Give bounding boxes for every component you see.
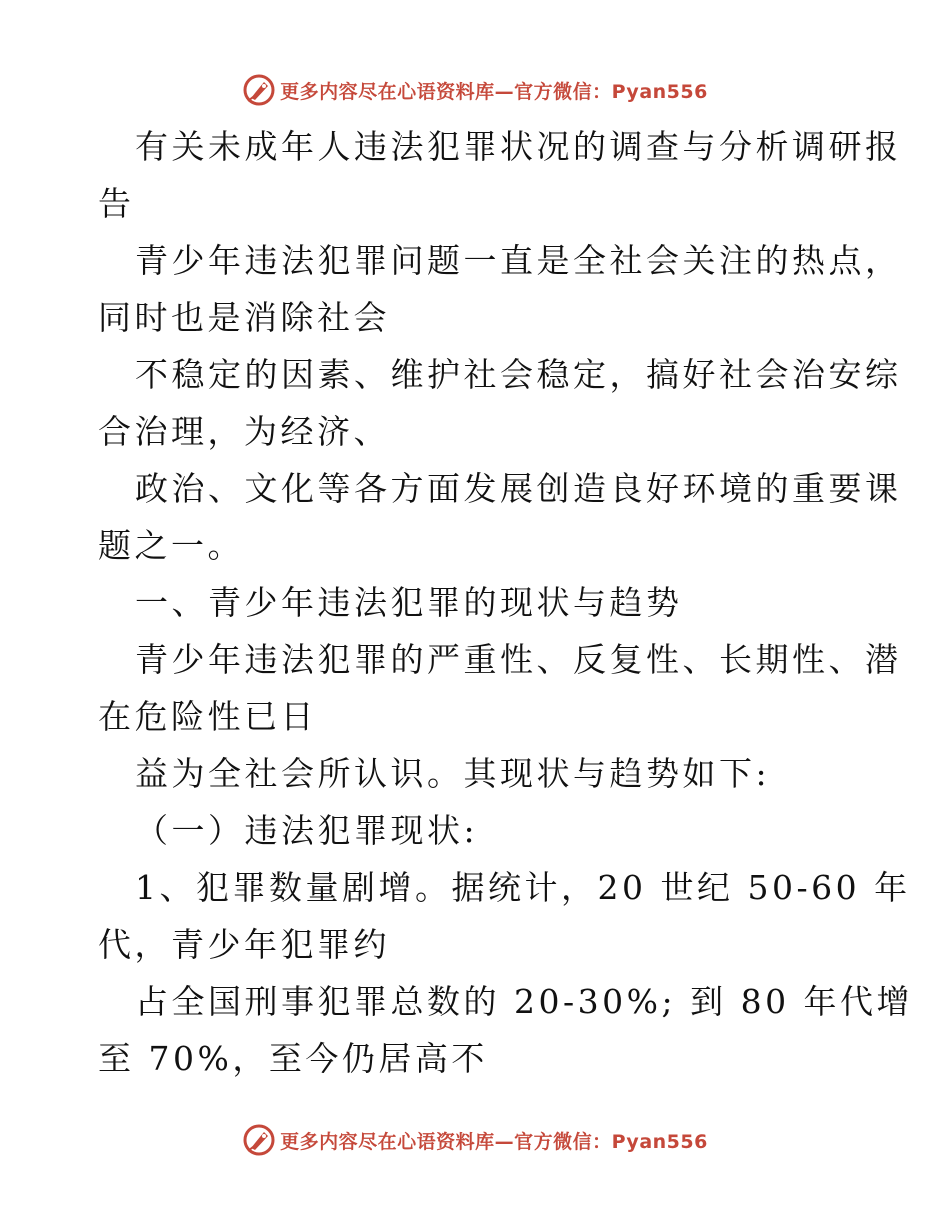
footer-watermark-banner — [0, 1120, 950, 1160]
paragraph-line: 题之一。 — [98, 526, 244, 565]
paragraph — [98, 745, 858, 802]
paragraph-line: 告 — [98, 184, 135, 223]
pen-nib-logo-icon — [242, 1123, 276, 1157]
footer-watermark-text: 更多内容尽在心语资料库—官方微信：Pyan556 — [280, 1130, 708, 1153]
paragraph-line: 政治、文化等各方面发展创造良好环境的重要课 — [135, 469, 902, 508]
section-heading — [98, 574, 858, 631]
paragraph-line: 益为全社会所认识。其现状与趋势如下: — [135, 754, 771, 793]
paragraph-line: 在危险性已日 — [98, 697, 317, 736]
paragraph — [98, 460, 902, 574]
paragraph-line: 有关未成年人违法犯罪状况的调查与分析调研报 — [135, 127, 902, 166]
paragraph-title — [98, 118, 902, 232]
paragraph-line: 至 70%，至今仍居高不 — [98, 1039, 488, 1078]
paragraph-line: 合治理，为经济、 — [98, 412, 390, 451]
paragraph-line: 占全国刑事犯罪总数的 20-30%; 到 80 年代增 — [135, 982, 914, 1021]
header-watermark-text: 更多内容尽在心语资料库—官方微信：Pyan556 — [280, 80, 708, 103]
paragraph-line: 同时也是消除社会 — [98, 298, 390, 337]
paragraph — [98, 973, 914, 1087]
paragraph — [98, 859, 911, 973]
paragraph — [98, 631, 902, 745]
paragraph-line: 1、犯罪数量剧增。据统计，20 世纪 50-60 年 — [135, 868, 911, 907]
paragraph-line: 不稳定的因素、维护社会稳定，搞好社会治安综 — [135, 355, 902, 394]
paragraph — [98, 346, 902, 460]
paragraph-line: 青少年违法犯罪的严重性、反复性、长期性、潜 — [135, 640, 902, 679]
paragraph — [98, 232, 902, 346]
subsection-heading — [98, 802, 858, 859]
paragraph-line: （一）违法犯罪现状: — [135, 811, 479, 850]
paragraph-line: 一、青少年违法犯罪的现状与趋势 — [135, 583, 683, 622]
header-watermark-banner — [0, 70, 950, 110]
document-body — [98, 118, 914, 1087]
pen-nib-logo-icon — [242, 73, 276, 107]
paragraph-line: 青少年违法犯罪问题一直是全社会关注的热点， — [135, 241, 902, 280]
paragraph-line: 代，青少年犯罪约 — [98, 925, 390, 964]
